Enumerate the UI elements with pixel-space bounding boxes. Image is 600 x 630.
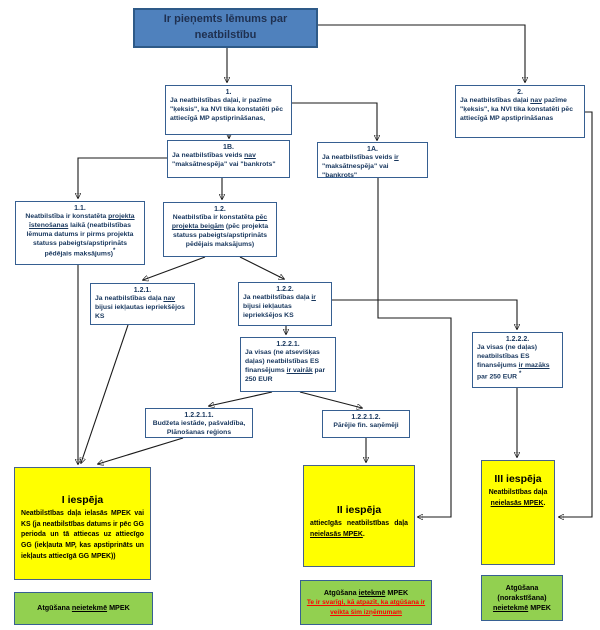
connector-2-to-opt3 bbox=[559, 112, 592, 517]
flow-box-1-2 bbox=[163, 202, 277, 257]
flow-box-1-2-2-1-2 bbox=[322, 410, 410, 438]
option-1-title: I iespēja bbox=[61, 494, 104, 506]
connector-1221-to-12211 bbox=[209, 392, 272, 406]
box-1-2-2-1-2-text: Pārējie fin. saņēmēji bbox=[333, 422, 399, 430]
option-2-box bbox=[303, 465, 415, 567]
flow-box-1b bbox=[167, 140, 290, 178]
connector-12-to-122 bbox=[240, 257, 284, 279]
result-1-box bbox=[14, 592, 153, 625]
result-2-box bbox=[300, 580, 432, 625]
decision-title-label: Ir pieņemts lēmums par neatbilstību bbox=[163, 13, 288, 41]
box-1-2-2-1-1-text: Budžeta iestāde, pašvaldība, Plānošanas reģions bbox=[152, 420, 246, 436]
connector-title-to-2 bbox=[318, 25, 525, 82]
flow-box-1-2-2-1-1 bbox=[145, 408, 253, 438]
connector-12-to-121 bbox=[143, 257, 205, 280]
option-3-title: III iespēja bbox=[494, 473, 542, 485]
box-1-text: Ja neatbilstības daļai, ir pazīme "ķeksis", ka NVI tika konstatēti pēc attiecīgā MP apstiprināšanas, bbox=[170, 97, 283, 122]
box-1-2-number: 1.2. bbox=[214, 206, 226, 213]
option-1-box bbox=[14, 467, 151, 580]
option-1-text: Neatbilstības daļa ielasās MPEK vai KS (ja neatbilstības datums ir pēc GG perioda un tā attiecas uz attiecīgo GG (iekļauta MP, kas apstiprināts un iekļauts attiecīgā GG MPEK)) bbox=[21, 510, 144, 560]
box-1-2-2-2-text: Ja visas (ne daļas) neatbilstības ES finansējums ir mazāks par 250 EUR * bbox=[477, 344, 550, 380]
connector-121-to-opt1 bbox=[81, 325, 128, 463]
option-2-text: attiecīgās neatbilstības daļa neielasās MPEK. bbox=[310, 520, 408, 538]
connector-1-to-1a bbox=[292, 103, 377, 140]
result-2-warning: Te ir svarīgi, kā atpazīt, ka atgūšana ir veikta šim izņēmumam bbox=[306, 599, 426, 616]
flow-box-1-2-2 bbox=[238, 282, 332, 326]
box-1-2-2-1-number: 1.2.2.1. bbox=[276, 341, 300, 348]
result-3-box bbox=[481, 575, 563, 621]
box-2-text: Ja neatbilstības daļai nav pazīme "ķeksis", ka NVI tika konstatēti pēc attiecīgā MP apstiprināšanas bbox=[460, 97, 573, 122]
box-1-2-2-number: 1.2.2. bbox=[276, 286, 294, 293]
box-1-2-1-text: Ja neatbilstības daļa nav bijusi iekļautas iepriekšējos KS bbox=[95, 295, 185, 320]
box-1-2-2-text: Ja neatbilstības daļa ir bijusi iekļautas iepriekšējos KS bbox=[243, 294, 316, 319]
box-1a-text: Ja neatbilstības veids ir "maksātnespēja" vai "bankrots" bbox=[322, 154, 399, 179]
box-1-2-2-1-2-number: 1.2.2.1.2. bbox=[351, 414, 381, 421]
box-2-number: 2. bbox=[517, 89, 523, 96]
result-1-text: Atgūšana neietekmē MPEK bbox=[37, 603, 130, 613]
box-1-2-2-2-number: 1.2.2.2. bbox=[505, 336, 530, 343]
flow-box-1-1 bbox=[15, 201, 145, 265]
flow-box-2 bbox=[455, 85, 585, 138]
result-3-line3: neietekmē MPEK bbox=[493, 603, 551, 613]
result-2-text: Atgūšana ietekmē MPEK bbox=[323, 588, 409, 598]
option-2-title: II iespēja bbox=[336, 504, 382, 516]
box-1-2-text: Neatbilstība ir konstatēta pēc projekta beigām (pēc projekta statuss pabeigts/apstiprināts pēdējais maksājums) bbox=[171, 214, 269, 248]
box-1b-number: 1B. bbox=[223, 144, 234, 151]
connector-1221-to-12212 bbox=[300, 392, 362, 408]
box-1a-number: 1A. bbox=[367, 146, 378, 153]
flow-box-1a bbox=[317, 142, 428, 178]
connector-122-to-1222 bbox=[332, 300, 517, 329]
connector-1b-to-11 bbox=[78, 158, 167, 198]
decision-title-box bbox=[133, 8, 318, 48]
box-1-1-text: Neatbilstība ir konstatēta projekta īstenošanas laikā (neatbilstības lēmuma datums ir pirms projekta statuss pabeigts/apstiprināts pēdējais maksājums)* bbox=[25, 213, 135, 258]
flow-box-1 bbox=[165, 85, 292, 135]
box-1-2-1-number: 1.2.1. bbox=[133, 287, 152, 294]
connector-12211-to-opt1 bbox=[98, 438, 183, 464]
result-3-line1: Atgūšana bbox=[505, 582, 539, 592]
box-1-1-number: 1.1. bbox=[74, 205, 86, 212]
option-3-text: Neatbilstības daļa neielasās MPEK. bbox=[488, 489, 548, 507]
box-1-number: 1. bbox=[225, 89, 232, 96]
box-1-2-2-1-text: Ja visas (ne atsevišķas daļas) neatbilstības ES finansējums ir vairāk par 250 EUR bbox=[245, 349, 326, 383]
box-1b-text: Ja neatbilstības veids nav "maksātnespēja" vai "bankrots" bbox=[172, 152, 276, 168]
flow-box-1-2-1 bbox=[90, 283, 195, 325]
box-1-2-2-1-1-number: 1.2.2.1.1. bbox=[184, 412, 214, 419]
flow-box-1-2-2-2 bbox=[472, 332, 563, 388]
option-3-box bbox=[481, 460, 555, 565]
flow-box-1-2-2-1 bbox=[240, 337, 336, 392]
result-3-line2: (norakstīšana) bbox=[497, 592, 547, 602]
